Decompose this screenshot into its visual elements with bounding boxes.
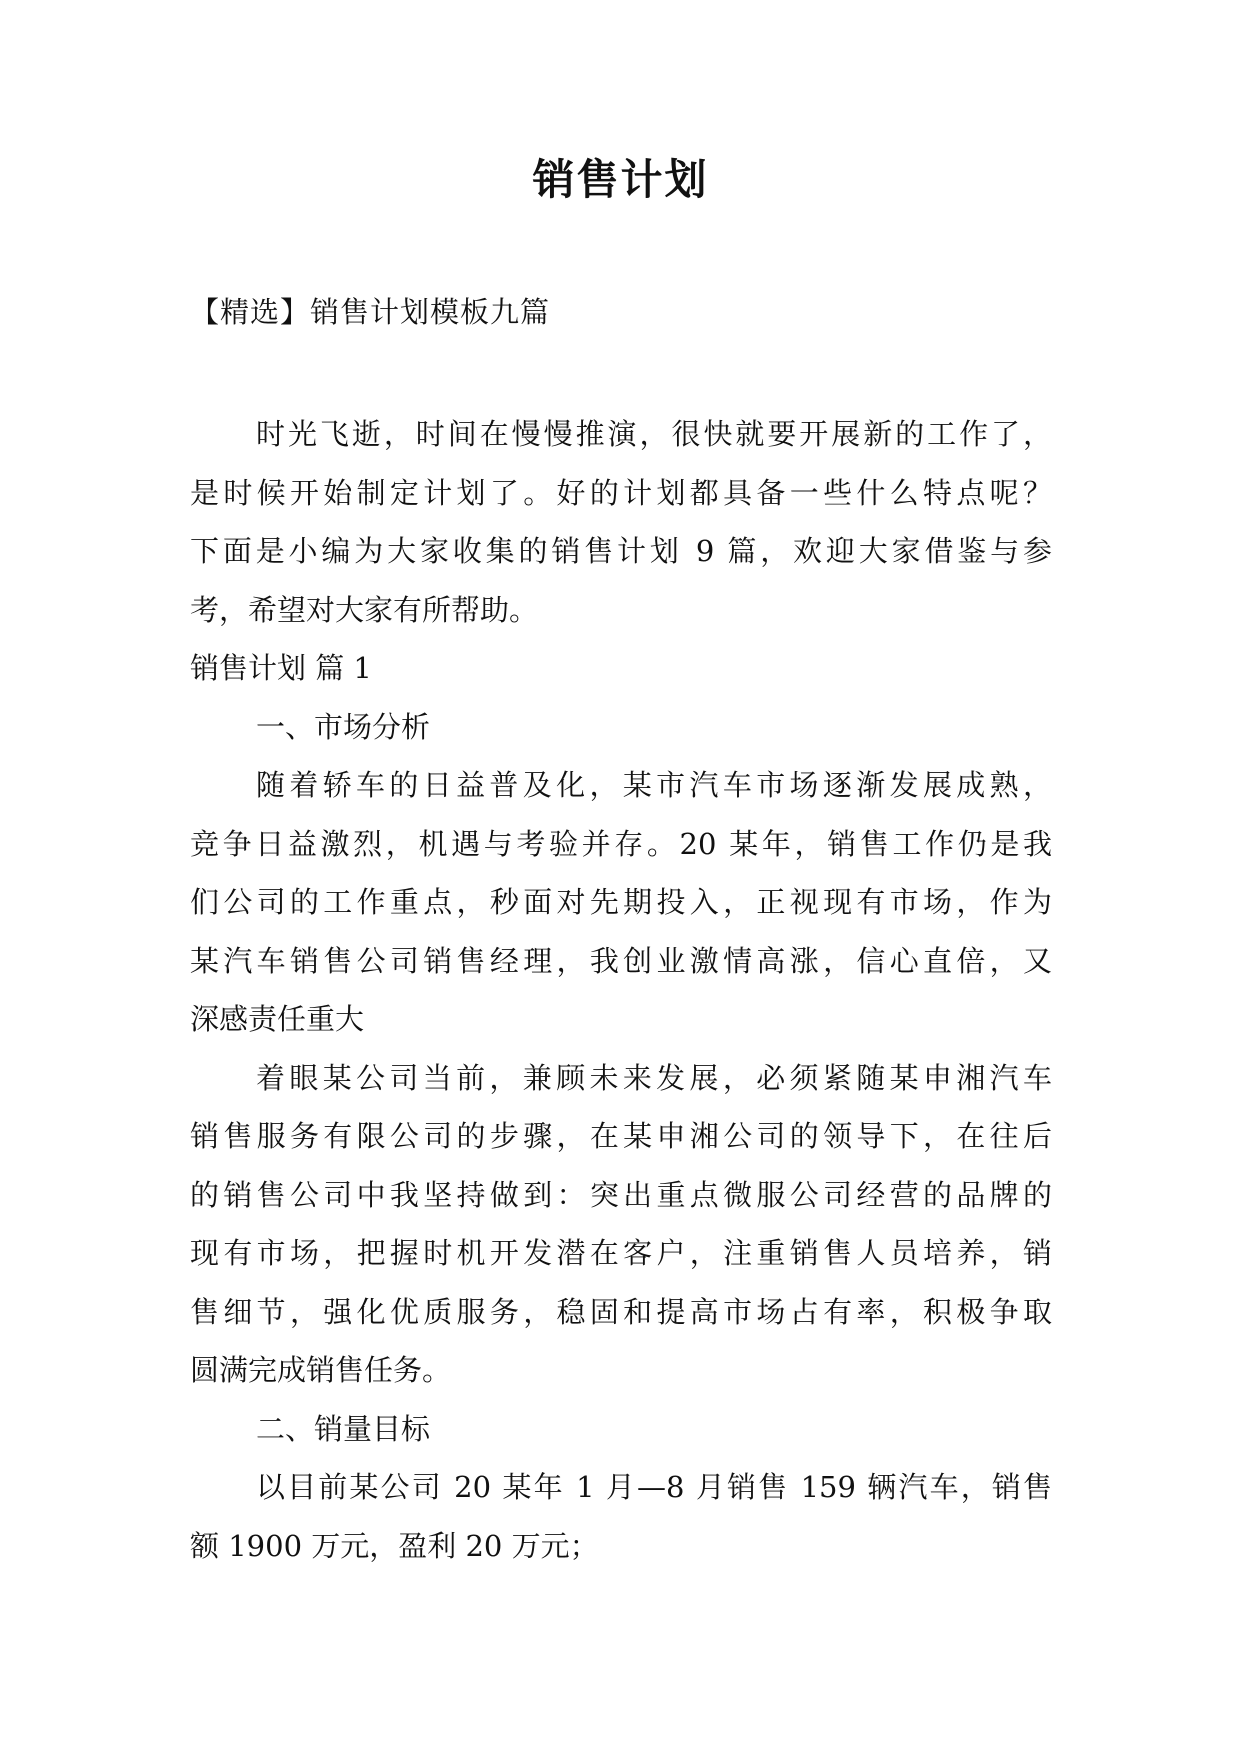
paragraph-line: 下面是小编为大家收集的销售计划 9 篇，欢迎大家借鉴与参	[190, 534, 1052, 568]
document-subtitle: 【精选】销售计划模板九篇	[190, 295, 551, 329]
paragraph-line: 随着轿车的日益普及化，某市汽车市场逐渐发展成熟，	[256, 768, 1052, 802]
paragraph-line: 圆满完成销售任务。	[190, 1353, 452, 1387]
paragraph-line: 售细节，强化优质服务，稳固和提高市场占有率，积极争取	[190, 1294, 1052, 1329]
document-title: 销售计划	[532, 155, 709, 204]
paragraph-line: 深感责任重大	[190, 1002, 365, 1036]
paragraph-line: 以目前某公司 20 某年 1 月—8 月销售 159 辆汽车，销售	[256, 1470, 1052, 1504]
paragraph-line: 竞争日益激烈，机遇与考验并存。20 某年，销售工作仍是我	[190, 826, 1052, 861]
paragraph-line: 现有市场，把握时机开发潜在客户，注重销售人员培养，销	[190, 1236, 1052, 1270]
paragraph-line: 考，希望对大家有所帮助。	[190, 592, 539, 627]
paragraph-line: 们公司的工作重点，秒面对先期投入，正视现有市场，作为	[190, 885, 1052, 919]
paragraph-line: 某汽车销售公司销售经理，我创业激情高涨，信心直倍，又	[190, 943, 1052, 978]
paragraph-line: 销售服务有限公司的步骤，在某申湘公司的领导下，在往后	[190, 1119, 1052, 1153]
document-body	[190, 405, 1052, 1575]
paragraph-line: 时光飞逝，时间在慢慢推演，很快就要开展新的工作了，	[256, 417, 1052, 451]
paragraph-line: 着眼某公司当前，兼顾未来发展，必须紧随某申湘汽车	[256, 1060, 1052, 1095]
section-heading: 销售计划 篇 1	[190, 651, 372, 685]
paragraph-line: 是时候开始制定计划了。好的计划都具备一些什么特点呢？	[190, 475, 1052, 510]
subsection-heading: 一、市场分析	[256, 709, 431, 744]
subsection-heading: 二、销量目标	[256, 1411, 431, 1446]
paragraph-line: 额 1900 万元，盈利 20 万元；	[190, 1528, 599, 1563]
paragraph-line: 的销售公司中我坚持做到：突出重点微服公司经营的品牌的	[190, 1177, 1052, 1212]
